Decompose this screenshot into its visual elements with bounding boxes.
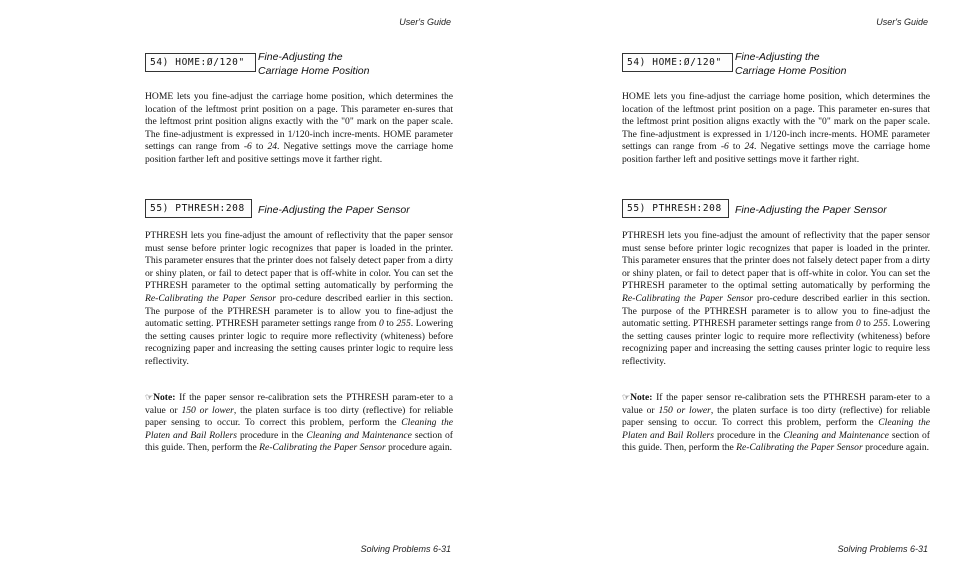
home-title-line2: Carriage Home Position xyxy=(258,65,370,77)
home-section-title xyxy=(258,50,369,78)
pthresh-section-title: Fine-Adjusting the Paper Sensor xyxy=(735,204,887,216)
note-ref-cleaning: Cleaning the Platen and Bail Rollers xyxy=(622,417,931,441)
pthresh-procedure-ref: Re-Calibrating the Paper Sensor xyxy=(622,292,754,304)
pthresh-range-high: 255 xyxy=(873,318,888,330)
home-body-text-end: . Negative settings move the carriage home position farther left and positive settings move it farther right. xyxy=(145,141,453,165)
pthresh-body-paragraph xyxy=(145,230,453,369)
home-range-low: -6 xyxy=(720,141,729,153)
note-ref-maintenance: Cleaning and Maintenance xyxy=(306,429,412,441)
pthresh-section-title: Fine-Adjusting the Paper Sensor xyxy=(258,204,410,216)
note-label: Note: xyxy=(153,392,176,403)
note-text-2: , the platen surface is too dirty (reflective) for reliable paper sensing to occur. To correct this problem, perform the xyxy=(622,404,930,429)
note-ref-recalibrating: Re-Calibrating the Paper Sensor xyxy=(736,442,863,454)
note-ref-maintenance: Cleaning and Maintenance xyxy=(783,429,889,441)
pthresh-procedure-ref: Re-Calibrating the Paper Sensor xyxy=(145,292,277,304)
pthresh-lcd-display: 55) PTHRESH:208 xyxy=(145,199,252,218)
home-range-low: -6 xyxy=(243,141,252,153)
note-text-3: procedure in the xyxy=(237,429,307,441)
home-body-text: HOME lets you fine-adjust the carriage home position, which determines the location of the leftmost print position on a page. This parameter en-sures that the leftmost print position aligns exactly with the "0" mark on the paper scale. The fine-adjustment is expressed in 1/120-inch incre-ments. HOME parameter settings can range from xyxy=(622,91,930,153)
note-text-2: , the platen surface is too dirty (reflective) for reliable paper sensing to occur. To correct this problem, perform the xyxy=(145,404,453,429)
home-body-text: HOME lets you fine-adjust the carriage home position, which determines the location of the leftmost print position on a page. This parameter en-sures that the leftmost print position aligns exactly with the "0" mark on the paper scale. The fine-adjustment is expressed in 1/120-inch incre-ments. HOME parameter settings can range from xyxy=(145,91,453,153)
home-range-to: to xyxy=(251,141,268,153)
home-title-line1: Fine-Adjusting the xyxy=(735,51,820,63)
pthresh-range-low: 0 xyxy=(855,318,861,330)
pthresh-range-to: to xyxy=(860,318,874,330)
running-head: User's Guide xyxy=(399,17,451,27)
home-title-line2: Carriage Home Position xyxy=(735,65,847,77)
note-text-5: procedure again. xyxy=(862,442,930,454)
pthresh-body-text: PTHRESH lets you fine-adjust the amount of reflectivity that the paper sensor must sense before printer logic recognizes that paper is loaded in the printer. This parameter ensures that the printer does not falsely detect paper from a dirty or shiny platen, or fail to detect paper that is off-white in color. You can set the PTHRESH parameter to the optimal setting automatically by performing the xyxy=(145,230,453,292)
home-range-high: 24 xyxy=(744,141,755,153)
note-value: 150 or lower xyxy=(181,404,234,416)
pthresh-body-text: PTHRESH lets you fine-adjust the amount of reflectivity that the paper sensor must sense before printer logic recognizes that paper is loaded in the printer. This parameter ensures that the printer does not falsely detect paper from a dirty or shiny platen, or fail to detect paper that is off-white in color. You can set the PTHRESH parameter to the optimal setting automatically by performing the xyxy=(622,230,930,292)
pthresh-range-high: 255 xyxy=(396,318,411,330)
note-ref-cleaning: Cleaning the Platen and Bail Rollers xyxy=(145,417,454,441)
running-head: User's Guide xyxy=(876,17,928,27)
home-lcd-display: 54) HOME:Ø/120" xyxy=(145,53,256,72)
home-body-paragraph xyxy=(622,91,930,167)
pthresh-range-low: 0 xyxy=(378,318,384,330)
home-title-line1: Fine-Adjusting the xyxy=(258,51,343,63)
pthresh-range-to: to xyxy=(383,318,397,330)
note-text-4: section of this guide. Then, perform the xyxy=(622,429,930,454)
pointing-hand-icon: ☞ xyxy=(622,392,631,402)
home-lcd-display: 54) HOME:Ø/120" xyxy=(622,53,733,72)
running-foot: Solving Problems 6-31 xyxy=(837,544,928,554)
page-right xyxy=(477,0,954,580)
running-foot: Solving Problems 6-31 xyxy=(360,544,451,554)
home-section-title xyxy=(735,50,846,78)
pthresh-body-text-2: pro-cedure described earlier in this section. The purpose of the PTHRESH parameter is to allow you to fine-adjust the automatic setting. PTHRESH parameter settings range from xyxy=(145,292,453,330)
home-range-high: 24 xyxy=(267,141,278,153)
note-text: If the paper sensor re-calibration sets the PTHRESH param-eter to a value or xyxy=(145,392,453,416)
pthresh-body-text-3: . Lowering the setting causes printer logic to require more reflectivity (whiteness) before recognizing paper and increasing the setting causes printer logic to require less reflectivity. xyxy=(622,318,930,367)
note-label: Note: xyxy=(630,392,653,403)
pthresh-body-text-3: . Lowering the setting causes printer logic to require more reflectivity (whiteness) before recognizing paper and increasing the setting causes printer logic to require less reflectivity. xyxy=(145,318,453,367)
note-text-4: section of this guide. Then, perform the xyxy=(145,429,453,454)
pthresh-lcd-display: 55) PTHRESH:208 xyxy=(622,199,729,218)
home-body-text-end: . Negative settings move the carriage home position farther left and positive settings move it farther right. xyxy=(622,141,930,165)
home-range-to: to xyxy=(728,141,745,153)
note-text: If the paper sensor re-calibration sets the PTHRESH param-eter to a value or xyxy=(622,392,930,416)
pthresh-body-paragraph xyxy=(622,230,930,369)
note-text-5: procedure again. xyxy=(385,442,453,454)
note-paragraph xyxy=(145,391,453,455)
note-text-3: procedure in the xyxy=(714,429,784,441)
pthresh-body-text-2: pro-cedure described earlier in this section. The purpose of the PTHRESH parameter is to allow you to fine-adjust the automatic setting. PTHRESH parameter settings range from xyxy=(622,292,930,330)
pointing-hand-icon: ☞ xyxy=(145,392,154,402)
note-value: 150 or lower xyxy=(658,404,711,416)
home-body-paragraph xyxy=(145,91,453,167)
note-paragraph xyxy=(622,391,930,455)
note-ref-recalibrating: Re-Calibrating the Paper Sensor xyxy=(259,442,386,454)
